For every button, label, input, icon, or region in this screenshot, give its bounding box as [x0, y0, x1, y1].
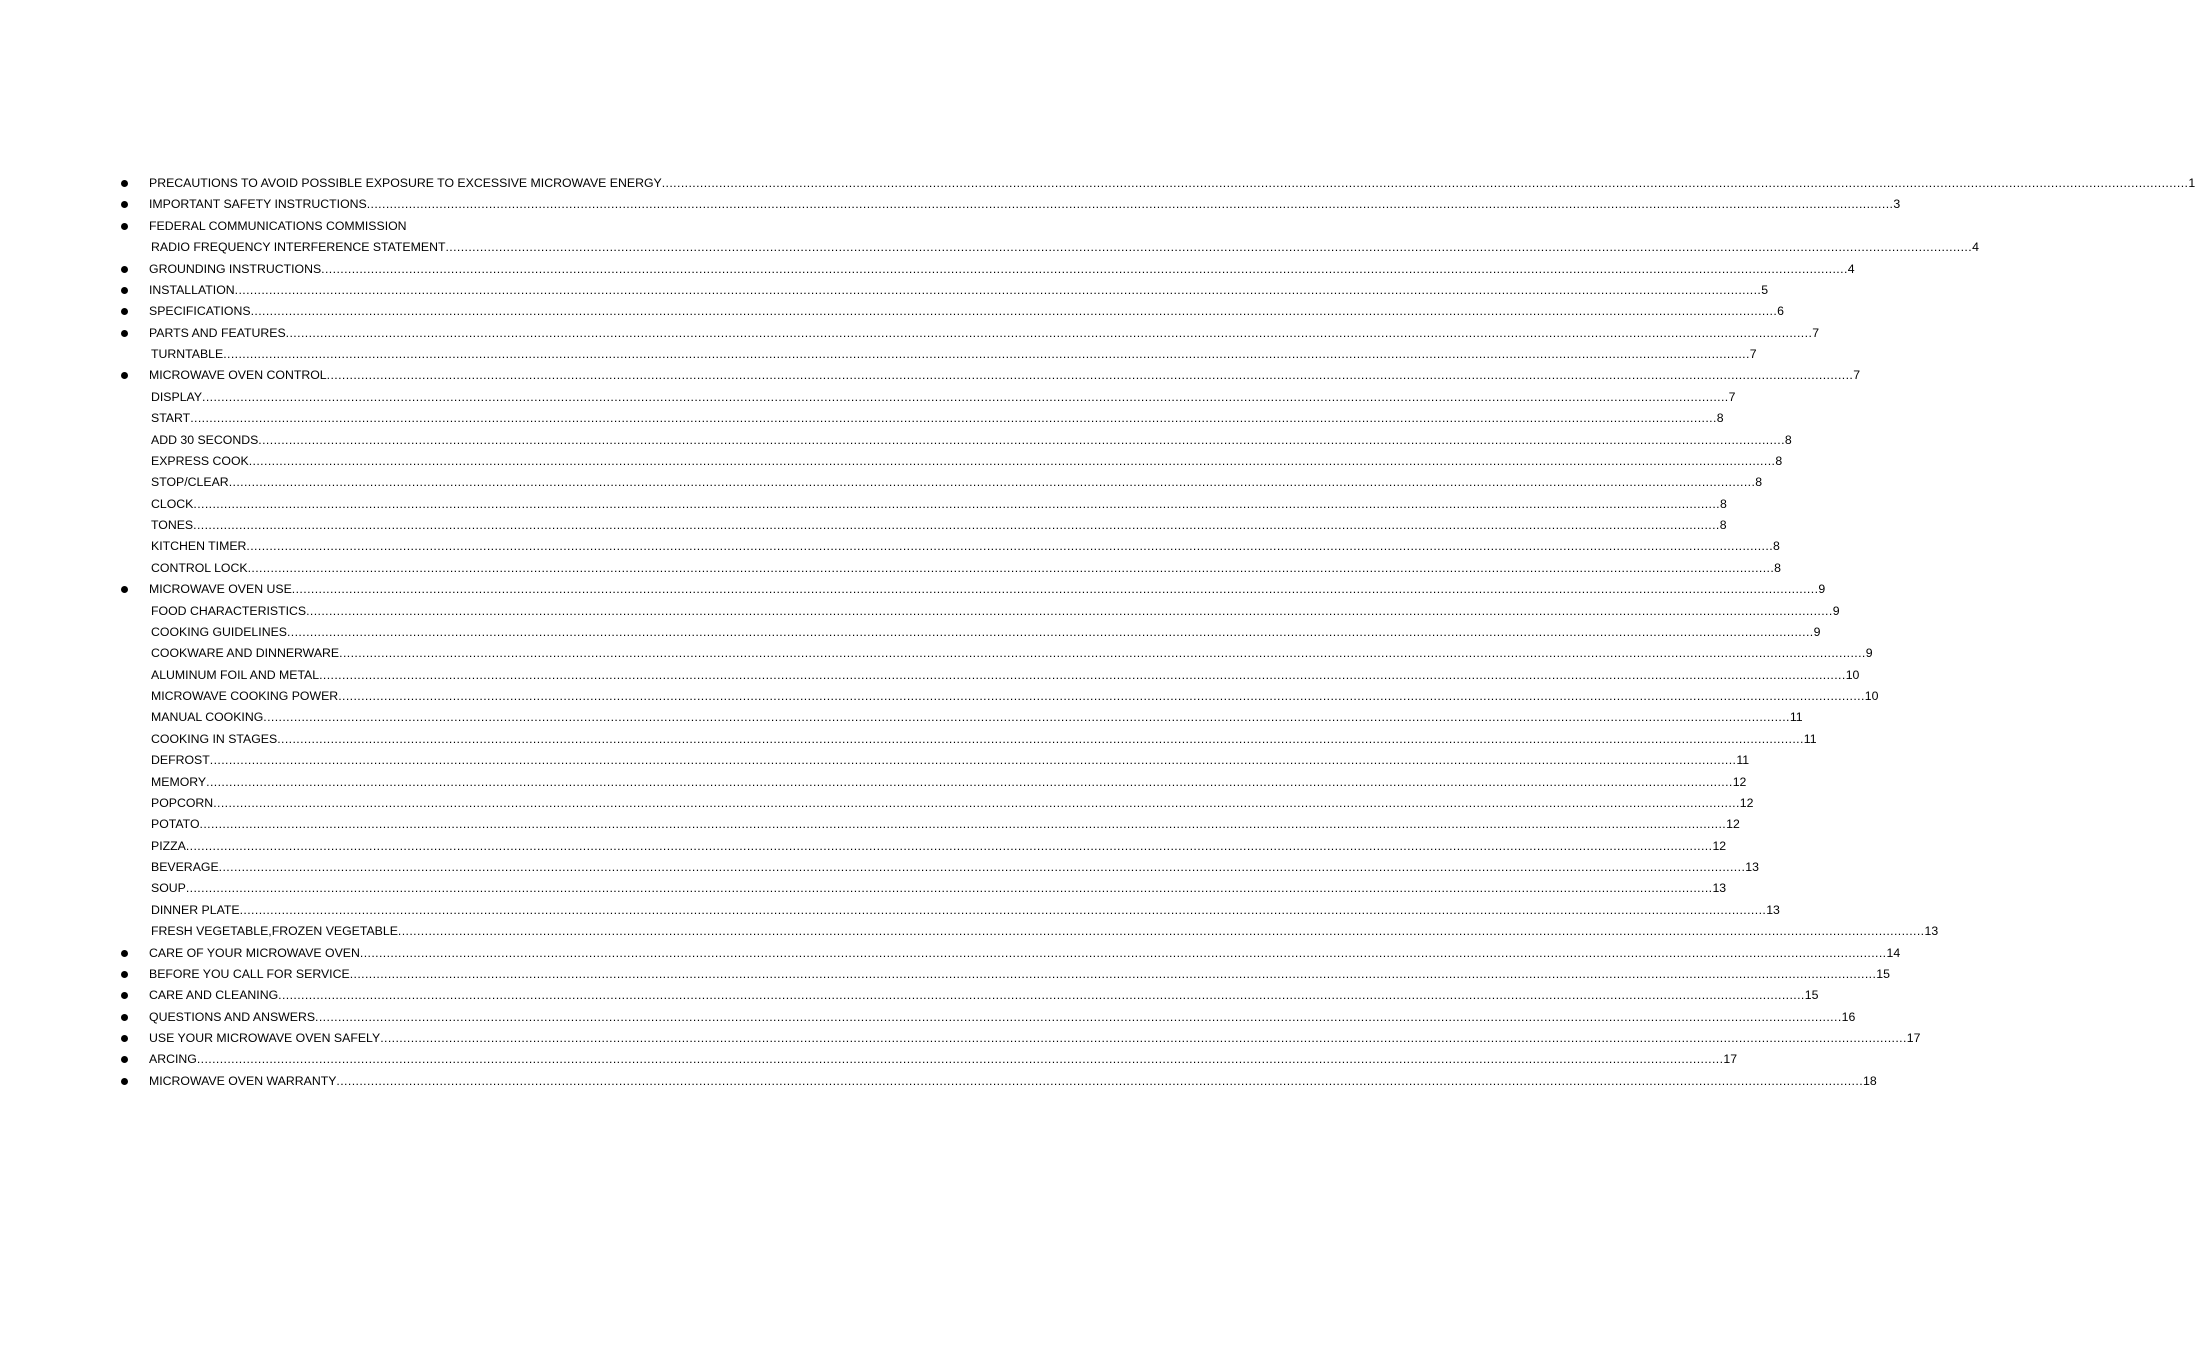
- dot-leader: ................................................................................................................................................................................................................................................................................................................................................................................................................: [336, 1073, 1864, 1088]
- toc-entry: [151, 900, 1780, 921]
- toc-entry: [151, 643, 1873, 664]
- toc-row: [0, 943, 1901, 964]
- bullet-icon: [121, 287, 128, 294]
- toc-entry-title: COOKING GUIDELINES: [151, 624, 287, 639]
- toc-row: [0, 259, 1855, 280]
- toc-entry: [149, 365, 1861, 386]
- toc-entry: [149, 964, 1890, 985]
- toc-row: [0, 707, 1803, 728]
- toc-entry-page-number: 13: [1924, 924, 1939, 939]
- toc-entry-title: INSTALLATION: [149, 282, 235, 297]
- toc-entry-page-number: 9: [1818, 582, 1826, 597]
- toc-entry-page-number: 11: [1803, 731, 1817, 746]
- toc-row: [0, 1028, 1921, 1049]
- toc-entry: [149, 579, 1826, 600]
- toc-entry-title: MICROWAVE OVEN CONTROL: [149, 368, 327, 383]
- toc-entry-title: COOKING IN STAGES: [151, 731, 278, 746]
- toc-row: [0, 173, 2195, 194]
- toc-entry: [149, 943, 1901, 964]
- toc-entry-title: COOKWARE AND DINNERWARE: [151, 646, 340, 661]
- dot-leader: ................................................................................................................................................................................................................................................................................................................................................................................................................: [306, 603, 1833, 618]
- toc-entry: [151, 707, 1803, 728]
- toc-entry-title: ARCING: [149, 1052, 197, 1067]
- toc-row: [0, 900, 1780, 921]
- bullet-icon: [121, 223, 128, 230]
- bullet-icon: [121, 330, 128, 337]
- toc-entry: [151, 772, 1747, 793]
- dot-leader: ................................................................................................................................................................................................................................................................................................................................................................................................................: [250, 304, 1778, 319]
- toc-entry-title: RADIO FREQUENCY INTERFERENCE STATEMENT: [151, 240, 446, 255]
- toc-row: [0, 1071, 1877, 1092]
- toc-entry-page-number: 15: [1876, 966, 1890, 981]
- toc-entry: [151, 836, 1727, 857]
- dot-leader: ................................................................................................................................................................................................................................................................................................................................................................................................................: [366, 197, 1894, 212]
- toc-entry: [151, 558, 1782, 579]
- toc-entry: [151, 814, 1740, 835]
- dot-leader: ................................................................................................................................................................................................................................................................................................................................................................................................................: [338, 689, 1865, 703]
- toc-entry-title: FOOD CHARACTERISTICS: [151, 603, 307, 618]
- toc-entry-title: DISPLAY: [151, 389, 203, 404]
- dot-leader: ................................................................................................................................................................................................................................................................................................................................................................................................................: [199, 817, 1727, 832]
- bullet-icon: [121, 950, 128, 957]
- toc-row: [0, 237, 1979, 258]
- bullet-icon: [121, 308, 128, 315]
- toc-entry-title: FRESH VEGETABLE,FROZEN VEGETABLE: [151, 924, 398, 939]
- toc-entry-title: PARTS AND FEATURES: [149, 325, 286, 340]
- toc-entry-title: USE YOUR MICROWAVE OVEN SAFELY: [149, 1031, 381, 1045]
- toc-entry: [151, 750, 1750, 771]
- toc-entry: [151, 536, 1780, 557]
- toc-entry-page-number: 7: [1853, 368, 1861, 383]
- toc-entry-page-number: 8: [1716, 411, 1724, 426]
- toc-entry-title: ALUMINUM FOIL AND METAL: [151, 667, 320, 682]
- toc-row: [0, 451, 1783, 472]
- toc-row: [0, 216, 954, 237]
- toc-entry: [151, 430, 1792, 451]
- toc-entry: [151, 472, 1763, 493]
- bullet-icon: [121, 201, 128, 208]
- toc-entry: [151, 408, 1724, 429]
- toc-entry-title: SOUP: [151, 881, 186, 896]
- toc-row: [0, 665, 1860, 686]
- bullet-icon: [121, 180, 128, 187]
- toc-row: [0, 1007, 1856, 1028]
- bullet-icon: [121, 971, 128, 978]
- toc-row: [0, 793, 1754, 814]
- toc-row: [0, 921, 1939, 942]
- toc-entry-title: CONTROL LOCK: [151, 560, 248, 575]
- toc-row: [0, 365, 1861, 386]
- toc-entry-title: CLOCK: [151, 496, 194, 511]
- bullet-icon: [121, 1035, 128, 1042]
- toc-entry-page-number: 13: [1766, 902, 1780, 917]
- toc-row: [0, 301, 1785, 322]
- toc-row: [0, 323, 1820, 344]
- toc-entry: [149, 280, 1769, 301]
- dot-leader: ................................................................................................................................................................................................................................................................................................................................................................................................................: [277, 731, 1804, 746]
- dot-leader: ................................................................................................................................................................................................................................................................................................................................................................................................................: [185, 881, 1713, 896]
- toc-entry-page-number: 18: [1863, 1073, 1877, 1088]
- dot-leader: ................................................................................................................................................................................................................................................................................................................................................................................................................: [193, 518, 1720, 532]
- toc-entry: [151, 622, 1821, 643]
- toc-entry-title: SPECIFICATIONS: [149, 304, 251, 319]
- toc-entry-title: KITCHEN TIMER: [151, 539, 247, 554]
- toc-entry-title: MICROWAVE COOKING POWER: [151, 689, 339, 703]
- toc-entry: [149, 194, 1901, 215]
- bullet-icon: [121, 266, 128, 273]
- toc-entry-page-number: 9: [1832, 603, 1840, 618]
- toc-entry-title: EXPRESS COOK: [151, 453, 249, 468]
- toc-entry-page-number: 12: [1732, 774, 1747, 789]
- toc-entry: [149, 259, 1855, 280]
- dot-leader: ................................................................................................................................................................................................................................................................................................................................................................................................................: [661, 176, 2189, 190]
- dot-leader: ................................................................................................................................................................................................................................................................................................................................................................................................................: [263, 710, 1790, 725]
- toc-entry-title: CARE AND CLEANING: [149, 988, 279, 1003]
- toc-entry-page-number: 13: [1712, 881, 1727, 896]
- toc-entry-title: PIZZA: [151, 838, 186, 853]
- dot-leader: ................................................................................................................................................................................................................................................................................................................................................................................................................: [258, 432, 1785, 447]
- dot-leader: ................................................................................................................................................................................................................................................................................................................................................................................................................: [285, 325, 1813, 340]
- toc-entry-page-number: 17: [1723, 1052, 1738, 1067]
- toc-entry-page-number: 6: [1777, 304, 1785, 319]
- toc-entry-title: POTATO: [151, 817, 200, 832]
- dot-leader: ................................................................................................................................................................................................................................................................................................................................................................................................................: [339, 646, 1866, 661]
- dot-leader: ................................................................................................................................................................................................................................................................................................................................................................................................................: [286, 624, 1814, 639]
- toc-entry-page-number: 7: [1812, 325, 1820, 340]
- dot-leader: ................................................................................................................................................................................................................................................................................................................................................................................................................: [247, 560, 1775, 575]
- toc-entry: [149, 323, 1820, 344]
- toc-entry-title: DINNER PLATE: [151, 902, 240, 917]
- toc-row: [0, 750, 1750, 771]
- toc-entry-title: POPCORN: [151, 795, 214, 810]
- toc-entry-title: STOP/CLEAR: [151, 475, 229, 490]
- dot-leader: ................................................................................................................................................................................................................................................................................................................................................................................................................: [218, 860, 1746, 874]
- toc-entry-page-number: 12: [1739, 795, 1754, 810]
- bullet-icon: [121, 992, 128, 999]
- dot-leader: ................................................................................................................................................................................................................................................................................................................................................................................................................: [278, 988, 1805, 1003]
- toc-entry-title: BEVERAGE: [151, 860, 219, 874]
- toc-row: [0, 857, 1759, 878]
- toc-entry: [151, 387, 1736, 408]
- toc-entry-page-number: 15: [1804, 988, 1819, 1003]
- toc-entry-page-number: 7: [1728, 389, 1736, 404]
- dot-leader: ................................................................................................................................................................................................................................................................................................................................................................................................................: [349, 966, 1877, 981]
- toc-entry-title: FEDERAL COMMUNICATIONS COMMISSION: [149, 218, 407, 233]
- toc-row: [0, 408, 1724, 429]
- toc-row: [0, 344, 1757, 365]
- toc-entry: [151, 344, 1757, 365]
- toc-entry-page-number: 16: [1841, 1009, 1856, 1024]
- toc-row: [0, 579, 1826, 600]
- toc-row: [0, 472, 1763, 493]
- toc-entry-page-number: 7: [1749, 347, 1757, 361]
- toc-entry: [151, 494, 1727, 515]
- toc-entry: [151, 601, 1840, 622]
- toc-row: [0, 494, 1727, 515]
- dot-leader: ................................................................................................................................................................................................................................................................................................................................................................................................................: [445, 240, 1973, 255]
- toc-entry: [151, 237, 1979, 258]
- dot-leader: ................................................................................................................................................................................................................................................................................................................................................................................................................: [246, 539, 1774, 554]
- toc-entry: [151, 921, 1939, 942]
- toc-entry: [149, 1071, 1877, 1092]
- toc-row: [0, 280, 1769, 301]
- bullet-icon: [121, 1056, 128, 1063]
- toc-entry: [149, 1028, 1921, 1049]
- toc-entry-title: START: [151, 411, 191, 426]
- toc-entry: [149, 985, 1819, 1006]
- toc-entry: [151, 878, 1727, 899]
- dot-leader: ................................................................................................................................................................................................................................................................................................................................................................................................................: [397, 924, 1925, 939]
- toc-row: [0, 814, 1740, 835]
- toc-row: [0, 964, 1890, 985]
- dot-leader: ................................................................................................................................................................................................................................................................................................................................................................................................................: [213, 795, 1740, 810]
- toc-entry-page-number: 5: [1761, 282, 1769, 297]
- toc-entry-page-number: 12: [1726, 817, 1740, 832]
- dot-leader: ................................................................................................................................................................................................................................................................................................................................................................................................................: [202, 389, 1729, 404]
- toc-row: [0, 729, 1817, 750]
- toc-entry-page-number: 8: [1773, 539, 1780, 554]
- toc-row: [0, 430, 1792, 451]
- dot-leader: ................................................................................................................................................................................................................................................................................................................................................................................................................: [239, 902, 1767, 917]
- toc-entry-title: DEFROST: [151, 753, 210, 768]
- dot-leader: ................................................................................................................................................................................................................................................................................................................................................................................................................: [193, 496, 1720, 511]
- toc-entry-title: BEFORE YOU CALL FOR SERVICE: [149, 966, 350, 981]
- dot-leader: ................................................................................................................................................................................................................................................................................................................................................................................................................: [234, 282, 1762, 297]
- toc-row: [0, 643, 1873, 664]
- toc-row: [0, 1049, 1738, 1070]
- toc-entry-page-number: 14: [1886, 945, 1901, 960]
- toc-entry: [151, 857, 1759, 878]
- dot-leader: ................................................................................................................................................................................................................................................................................................................................................................................................................: [190, 411, 1717, 426]
- toc-entry-title: MEMORY: [151, 774, 207, 789]
- toc-row: [0, 985, 1819, 1006]
- toc-entry: [149, 173, 2195, 194]
- dot-leader: ................................................................................................................................................................................................................................................................................................................................................................................................................: [196, 1052, 1724, 1067]
- bullet-icon: [121, 586, 128, 593]
- toc-entry-page-number: 13: [1745, 860, 1759, 874]
- toc-entry-page-number: 8: [1784, 432, 1792, 447]
- toc-entry-title: IMPORTANT SAFETY INSTRUCTIONS: [149, 197, 367, 212]
- toc-entry-page-number: 11: [1736, 753, 1750, 768]
- toc-row: [0, 622, 1821, 643]
- toc-row: [0, 878, 1727, 899]
- toc-row: [0, 836, 1727, 857]
- toc-entry-page-number: 8: [1755, 475, 1763, 490]
- toc-entry: [151, 451, 1783, 472]
- toc-entry-page-number: 9: [1865, 646, 1873, 661]
- table-of-contents: [0, 173, 2195, 1092]
- toc-entry-title: GROUNDING INSTRUCTIONS: [149, 261, 322, 276]
- dot-leader: ................................................................................................................................................................................................................................................................................................................................................................................................................: [291, 582, 1819, 597]
- dot-leader: ................................................................................................................................................................................................................................................................................................................................................................................................................: [321, 261, 1848, 276]
- toc-row: [0, 772, 1747, 793]
- dot-leader: ................................................................................................................................................................................................................................................................................................................................................................................................................: [326, 368, 1854, 383]
- toc-entry-title: TURNTABLE: [151, 347, 224, 361]
- toc-entry-page-number: 8: [1775, 453, 1783, 468]
- bullet-icon: [121, 1078, 128, 1085]
- toc-entry-page-number: 1: [2188, 176, 2195, 190]
- toc-entry-title: MICROWAVE OVEN WARRANTY: [149, 1073, 337, 1088]
- toc-entry: [151, 729, 1817, 750]
- toc-row: [0, 536, 1780, 557]
- toc-entry-page-number: 8: [1719, 496, 1727, 511]
- toc-entry-title: TONES: [151, 518, 194, 532]
- dot-leader: ................................................................................................................................................................................................................................................................................................................................................................................................................: [209, 753, 1737, 768]
- toc-entry-page-number: 4: [1847, 261, 1855, 276]
- dot-leader: ................................................................................................................................................................................................................................................................................................................................................................................................................: [185, 838, 1713, 853]
- toc-row: [0, 558, 1782, 579]
- toc-entry-page-number: 10: [1864, 689, 1879, 703]
- bullet-icon: [121, 372, 128, 379]
- toc-row: [0, 601, 1840, 622]
- toc-entry: [149, 301, 1785, 322]
- toc-entry-title: PRECAUTIONS TO AVOID POSSIBLE EXPOSURE TO EXCESSIVE MICROWAVE ENERGY: [149, 176, 662, 190]
- dot-leader: ................................................................................................................................................................................................................................................................................................................................................................................................................: [228, 475, 1756, 490]
- toc-entry-page-number: 9: [1813, 624, 1821, 639]
- dot-leader: ................................................................................................................................................................................................................................................................................................................................................................................................................: [223, 347, 1750, 361]
- toc-entry: [151, 665, 1860, 686]
- toc-entry-page-number: 12: [1712, 838, 1727, 853]
- toc-entry: [151, 515, 1727, 536]
- toc-entry-page-number: 4: [1972, 240, 1979, 255]
- toc-entry-page-number: 3: [1893, 197, 1901, 212]
- toc-entry-page-number: 8: [1719, 518, 1727, 532]
- bullet-icon: [121, 1014, 128, 1021]
- toc-entry-title: QUESTIONS AND ANSWERS: [149, 1009, 316, 1024]
- toc-row: [0, 686, 1879, 707]
- toc-entry: [151, 686, 1879, 707]
- toc-row: [0, 194, 1901, 215]
- toc-entry: [149, 1049, 1738, 1070]
- toc-entry-page-number: 17: [1906, 1031, 1921, 1045]
- toc-entry-title: MICROWAVE OVEN USE: [149, 582, 292, 597]
- toc-entry-page-number: 8: [1774, 560, 1782, 575]
- toc-entry: [149, 216, 791, 237]
- toc-entry-title: CARE OF YOUR MICROWAVE OVEN: [149, 945, 360, 960]
- dot-leader: ................................................................................................................................................................................................................................................................................................................................................................................................................: [206, 774, 1733, 789]
- dot-leader: ................................................................................................................................................................................................................................................................................................................................................................................................................: [319, 667, 1846, 682]
- toc-entry-title: ADD 30 SECONDS: [151, 432, 259, 447]
- dot-leader: ................................................................................................................................................................................................................................................................................................................................................................................................................: [248, 453, 1776, 468]
- toc-entry-page-number: 10: [1845, 667, 1860, 682]
- dot-leader: ................................................................................................................................................................................................................................................................................................................................................................................................................: [315, 1009, 1842, 1024]
- dot-leader: ................................................................................................................................................................................................................................................................................................................................................................................................................: [359, 945, 1887, 960]
- toc-entry: [149, 1007, 1856, 1028]
- toc-row: [0, 387, 1736, 408]
- toc-entry-page-number: 11: [1789, 710, 1803, 725]
- dot-leader: ................................................................................................................................................................................................................................................................................................................................................................................................................: [380, 1031, 1907, 1045]
- toc-entry: [151, 793, 1754, 814]
- toc-entry-title: MANUAL COOKING: [151, 710, 264, 725]
- toc-row: [0, 515, 1727, 536]
